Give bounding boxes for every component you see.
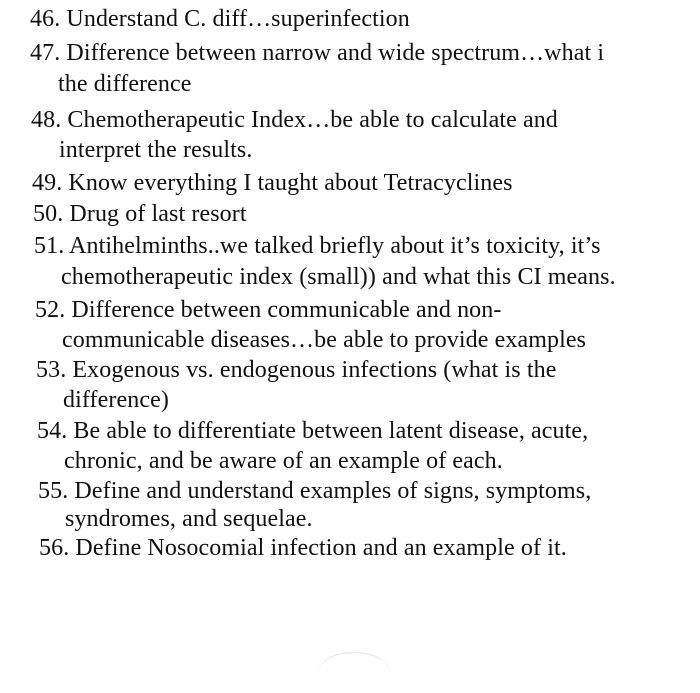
item-number: 49.: [32, 170, 63, 196]
item-text-continuation: chronic, and be aware of an example of each.: [64, 448, 503, 474]
item-text: Know everything I taught about Tetracyclines: [68, 170, 513, 196]
list-item-47: [30, 38, 604, 69]
list-item-55-continuation: [65, 504, 313, 535]
item-number: 48.: [31, 107, 62, 133]
item-number: 53.: [36, 357, 67, 383]
item-text: Drug of last resort: [69, 201, 247, 227]
list-item-51: [34, 231, 601, 262]
item-number: 47.: [30, 40, 61, 66]
item-number: 55.: [38, 478, 69, 504]
list-item-51-continuation: [61, 262, 616, 293]
list-item-49: [32, 168, 513, 199]
item-text-continuation: communicable diseases…be able to provide examples: [62, 327, 587, 353]
item-text: Exogenous vs. endogenous infections (what is the: [72, 357, 557, 383]
list-item-47-continuation: [58, 69, 192, 100]
faint-arc-decoration: [318, 652, 390, 693]
item-text: Define and understand examples of signs, symptoms,: [74, 478, 592, 504]
item-number: 46.: [30, 6, 61, 32]
item-text-continuation: interpret the results.: [59, 137, 253, 163]
item-number: 54.: [37, 418, 68, 444]
item-text: Difference between communicable and non-: [71, 297, 502, 323]
list-item-48-continuation: [59, 135, 252, 166]
item-text-continuation: syndromes, and sequelae.: [65, 506, 313, 532]
list-item-54-continuation: [64, 446, 503, 477]
list-item-54: [37, 416, 588, 447]
item-text-continuation: difference): [63, 387, 169, 413]
list-item-50: [33, 199, 247, 230]
item-text: Antihelminths..we talked briefly about it’s toxicity, it’s: [69, 233, 601, 259]
item-number: 56.: [39, 535, 70, 561]
list-item-53-continuation: [63, 385, 169, 416]
list-item-52: [35, 295, 501, 326]
item-text: Be able to differentiate between latent disease, acute,: [73, 418, 589, 444]
item-text: Define Nosocomial infection and an example of it.: [75, 535, 567, 561]
list-item-46: [30, 4, 410, 35]
item-text-continuation: chemotherapeutic index (small)) and what this CI means.: [61, 264, 616, 290]
list-item-52-continuation: [62, 325, 586, 356]
item-text: Difference between narrow and wide spectrum…what i: [66, 40, 605, 66]
item-number: 51.: [34, 233, 65, 259]
list-item-53: [36, 355, 556, 386]
item-text: Chemotherapeutic Index…be able to calculate and: [67, 107, 558, 133]
item-text: Understand C. diff…superinfection: [66, 6, 410, 32]
list-item-48: [31, 105, 558, 136]
item-number: 52.: [35, 297, 66, 323]
list-item-56: [39, 533, 567, 564]
list-item-55: [38, 476, 591, 507]
item-number: 50.: [33, 201, 64, 227]
item-text-continuation: the difference: [58, 71, 192, 97]
